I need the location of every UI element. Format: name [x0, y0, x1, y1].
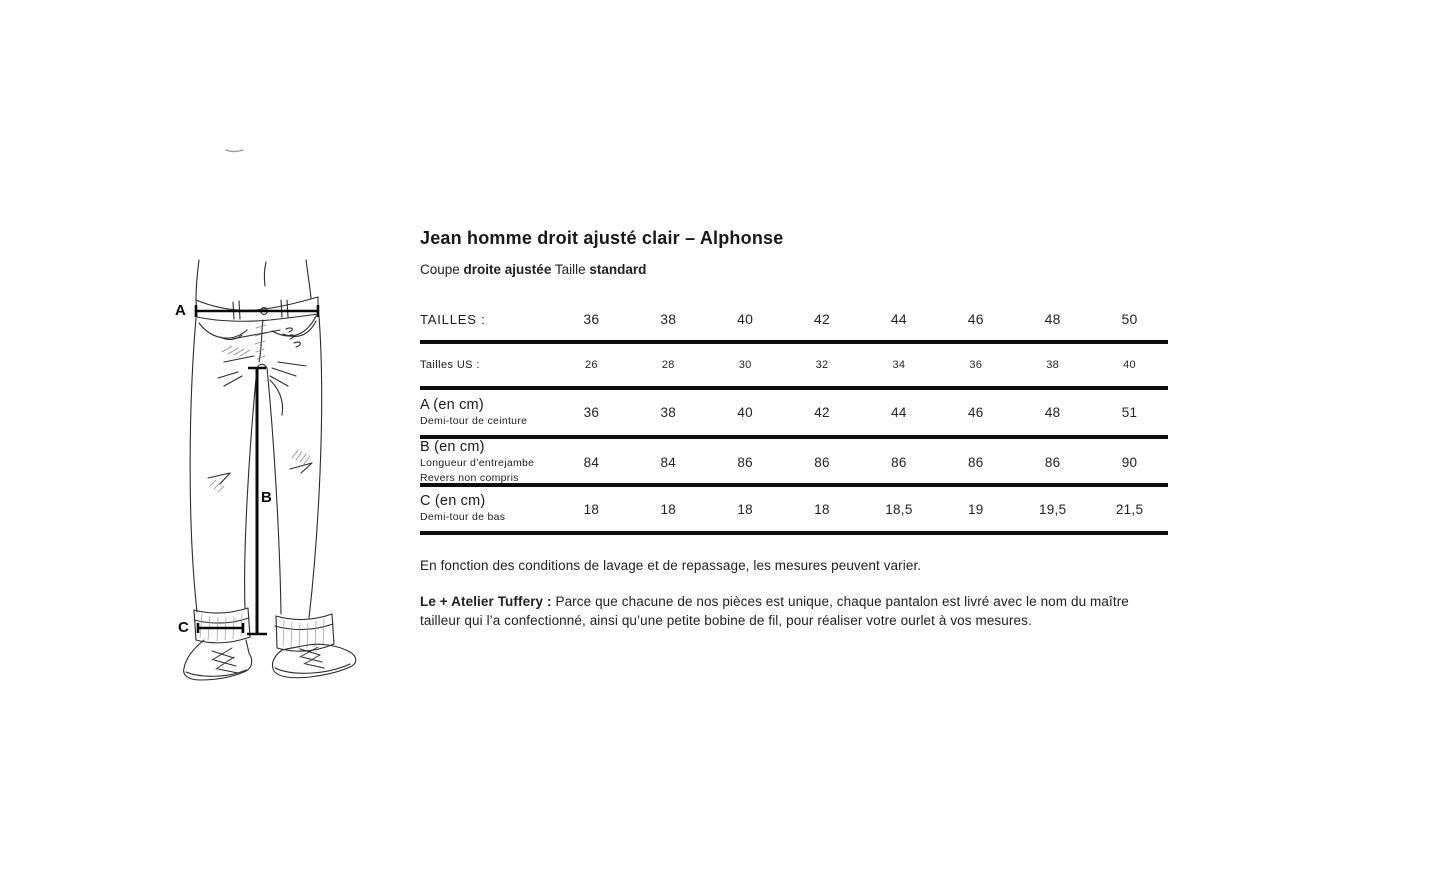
- size-value-cell: 36: [583, 311, 600, 327]
- size-value-cell: 38: [660, 405, 677, 420]
- size-value-cell: 46: [967, 311, 984, 327]
- measure-b-sublabel-2: Revers non compris: [420, 472, 519, 485]
- header-label-cell: [420, 312, 553, 327]
- size-value-cell: 86: [1044, 454, 1061, 470]
- measure-b-label-cell: [420, 439, 553, 485]
- measure-c-label: C (en cm): [420, 493, 486, 510]
- size-value-cell: 42: [814, 405, 830, 420]
- size-value-cell: 38: [1046, 359, 1060, 371]
- measure-lines: [196, 305, 318, 634]
- size-value-cell: 19,5: [1038, 501, 1067, 517]
- size-value-cell: 18: [737, 501, 753, 517]
- measure-c-label-cell: [420, 493, 553, 524]
- size-value-cell: 18: [583, 501, 600, 517]
- size-table-header-row: [420, 298, 1168, 344]
- us-sizes-row: [420, 344, 1168, 390]
- size-value-cell: 48: [1044, 405, 1061, 420]
- atelier-note-label: Le + Atelier Tuffery :: [420, 594, 552, 609]
- jeans-measurement-diagram: [120, 140, 380, 690]
- measure-label-a: A: [175, 302, 187, 319]
- coupe-value: droite ajustée: [463, 262, 552, 277]
- page-title: Jean homme droit ajusté clair – Alphonse: [420, 228, 784, 248]
- measure-b-row: [420, 439, 1168, 487]
- size-value-cell: 38: [660, 311, 677, 327]
- size-value-cell: 21,5: [1115, 501, 1144, 517]
- size-value-cell: 90: [1121, 454, 1138, 470]
- size-value-cell: 86: [737, 454, 753, 470]
- tailles-label: TAILLES :: [420, 311, 486, 327]
- size-value-cell: 44: [891, 405, 907, 420]
- size-value-cell: 40: [737, 405, 753, 420]
- size-value-cell: 40: [737, 311, 754, 327]
- size-value-cell: 18,5: [885, 501, 913, 517]
- size-value-cell: 46: [968, 405, 984, 420]
- size-value-cell: 26: [585, 359, 598, 371]
- care-note: En fonction des conditions de lavage et de repassage, les mesures peuvent varier.: [420, 558, 922, 573]
- taille-value: standard: [589, 262, 647, 277]
- size-value-cell: 84: [583, 454, 600, 470]
- coupe-label: Coupe: [420, 262, 464, 277]
- measure-a-row: [420, 390, 1168, 439]
- size-value-cell: 48: [1044, 311, 1061, 327]
- size-value-cell: 40: [1123, 359, 1136, 371]
- atelier-note-text: Parce que chacune de nos pièces est unique, chaque pantalon est livré avec le nom du maître tailleur qui l’a confectionné, ainsi qu’une petite bobine de fil, pour réaliser votre ourlet à vos mesures.: [420, 594, 1129, 628]
- measure-a-label: A (en cm): [420, 396, 484, 413]
- size-table: [420, 298, 1168, 535]
- size-value-cell: 51: [1121, 405, 1138, 420]
- size-value-cell: 36: [969, 359, 983, 371]
- size-value-cell: 36: [583, 405, 600, 420]
- measure-a-label-cell: [420, 397, 553, 428]
- size-value-cell: 30: [738, 359, 752, 371]
- size-value-cell: 32: [815, 359, 829, 371]
- tailles-us-label: Tailles US :: [420, 359, 480, 371]
- size-value-cell: 86: [814, 454, 830, 470]
- size-value-cell: 84: [660, 454, 677, 470]
- measure-b-label: B (en cm): [420, 439, 485, 455]
- size-value-cell: 34: [892, 359, 906, 371]
- size-value-cell: 44: [890, 311, 908, 327]
- size-value-cell: 86: [891, 454, 907, 470]
- size-value-cell: 18: [814, 501, 830, 517]
- size-value-cell: 28: [661, 359, 675, 371]
- jeans-sketch-icon: [120, 140, 380, 690]
- size-value-cell: 18: [660, 501, 677, 517]
- measure-c-sublabel: Demi-tour de bas: [420, 511, 506, 524]
- measure-b-sublabel-1: Longueur d’entrejambe: [420, 457, 535, 469]
- size-value-cell: 86: [968, 454, 984, 470]
- us-label-cell: [420, 359, 553, 371]
- size-guide-content: [420, 228, 1168, 630]
- fit-subtitle: [420, 262, 1168, 277]
- size-value-cell: 19: [968, 501, 984, 517]
- taille-label: Taille: [551, 262, 590, 277]
- measure-a-sublabel: Demi-tour de ceinture: [420, 414, 528, 427]
- atelier-note: [420, 593, 1156, 630]
- size-value-cell: 42: [813, 311, 831, 327]
- measure-c-row: [420, 487, 1168, 535]
- measure-label-b: B: [261, 489, 273, 506]
- measure-label-c: C: [178, 619, 190, 636]
- size-value-cell: 50: [1121, 311, 1138, 327]
